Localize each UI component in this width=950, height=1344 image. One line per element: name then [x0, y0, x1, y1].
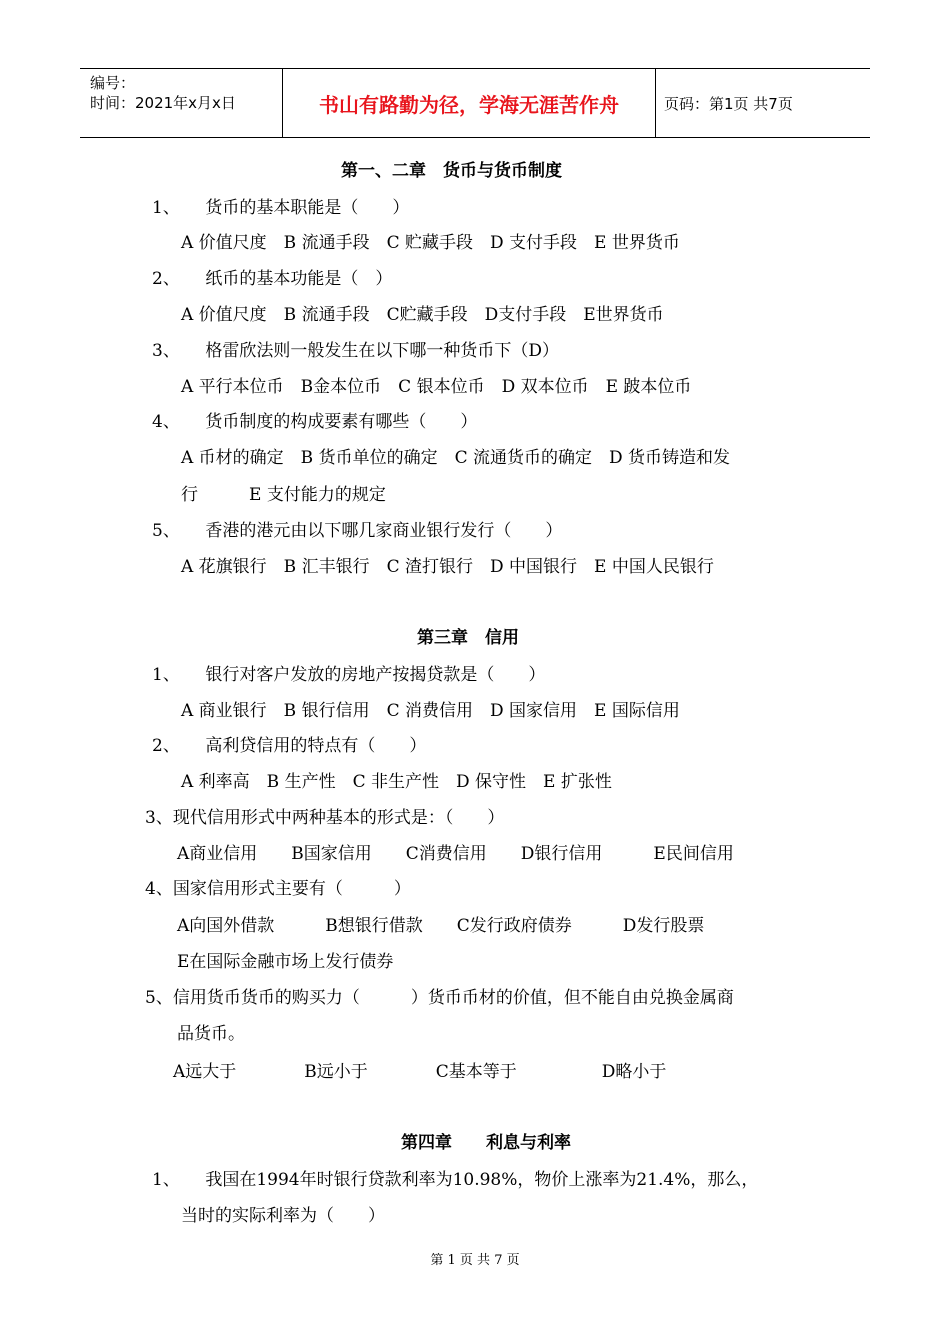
ch1-question-5-options: A 花旗银行 B 汇丰银行 C 渣打银行 D 中国银行 E 中国人民银行 — [181, 557, 714, 577]
ch3-question-5-cont: 品货币。 — [177, 1024, 245, 1044]
chapter4-title: 第四章 利息与利率 — [401, 1133, 571, 1153]
ch1-question-1: 1、 货币的基本职能是（ ） — [152, 198, 410, 218]
ch3-question-2-options: A 利率高 B 生产性 C 非生产性 D 保守性 E 扩张性 — [181, 772, 612, 792]
ch1-question-3-options: A 平行本位币 B金本位币 C 银本位币 D 双本位币 E 跛本位币 — [181, 377, 692, 397]
chapter1-title: 第一、二章 货币与货币制度 — [341, 161, 562, 181]
page-footer: 第 1 页 共 7 页 — [430, 1253, 520, 1268]
ch3-question-5: 5、信用货币货币的购买力（ ）货币币材的价值，但不能自由兑换金属商 — [145, 988, 734, 1008]
ch3-question-4-options-cont: E在国际金融市场上发行债券 — [177, 952, 394, 972]
motto-text: 书山有路勤为径，学海无涯苦作舟 — [319, 92, 619, 117]
header-page-cell — [656, 69, 870, 137]
header-motto-cell — [283, 69, 656, 137]
ch3-question-1-options: A 商业银行 B 银行信用 C 消费信用 D 国家信用 E 国际信用 — [181, 701, 680, 721]
header-meta-cell — [80, 69, 283, 137]
document-header — [80, 68, 870, 138]
ch4-question-1-cont: 当时的实际利率为（ ） — [181, 1206, 385, 1226]
ch3-question-5-options: A远大于 B远小于 C基本等于 D略小于 — [173, 1062, 667, 1082]
ch3-question-4-options: A向国外借款 B想银行借款 C发行政府债券 D发行股票 — [177, 916, 705, 936]
ch1-question-3: 3、 格雷欣法则一般发生在以下哪一种货币下（D） — [152, 341, 559, 361]
ch1-question-2: 2、 纸币的基本功能是（ ） — [152, 269, 393, 289]
ch4-question-1: 1、 我国在1994年时银行贷款利率为10.98%，物价上涨率为21.4%，那么， — [152, 1170, 759, 1190]
chapter3-title: 第三章 信用 — [417, 628, 519, 648]
ch1-question-1-options: A 价值尺度 B 流通手段 C 贮藏手段 D 支付手段 E 世界货币 — [181, 233, 680, 253]
number-label: 编号： — [90, 74, 136, 92]
ch1-question-4-options: A 币材的确定 B 货币单位的确定 C 流通货币的确定 D 货币铸造和发 — [181, 448, 731, 468]
ch1-question-4: 4、 货币制度的构成要素有哪些（ ） — [152, 412, 478, 432]
ch1-question-2-options: A 价值尺度 B 流通手段 C贮藏手段 D支付手段 E世界货币 — [181, 305, 664, 325]
ch1-question-5: 5、 香港的港元由以下哪几家商业银行发行（ ） — [152, 521, 563, 541]
ch1-question-4-options-cont: 行 E 支付能力的规定 — [181, 485, 386, 505]
ch3-question-1: 1、 银行对客户发放的房地产按揭贷款是（ ） — [152, 665, 546, 685]
ch3-question-4: 4、国家信用形式主要有（ ） — [145, 879, 411, 899]
ch3-question-2: 2、 高利贷信用的特点有（ ） — [152, 736, 427, 756]
ch3-question-3-options: A商业信用 B国家信用 C消费信用 D银行信用 E民间信用 — [177, 844, 734, 864]
ch3-question-3: 3、现代信用形式中两种基本的形式是：（ ） — [145, 808, 505, 828]
date-label: 时间：2021年x月x日 — [90, 94, 236, 112]
page-info: 页码：第1页 共7页 — [664, 94, 793, 113]
